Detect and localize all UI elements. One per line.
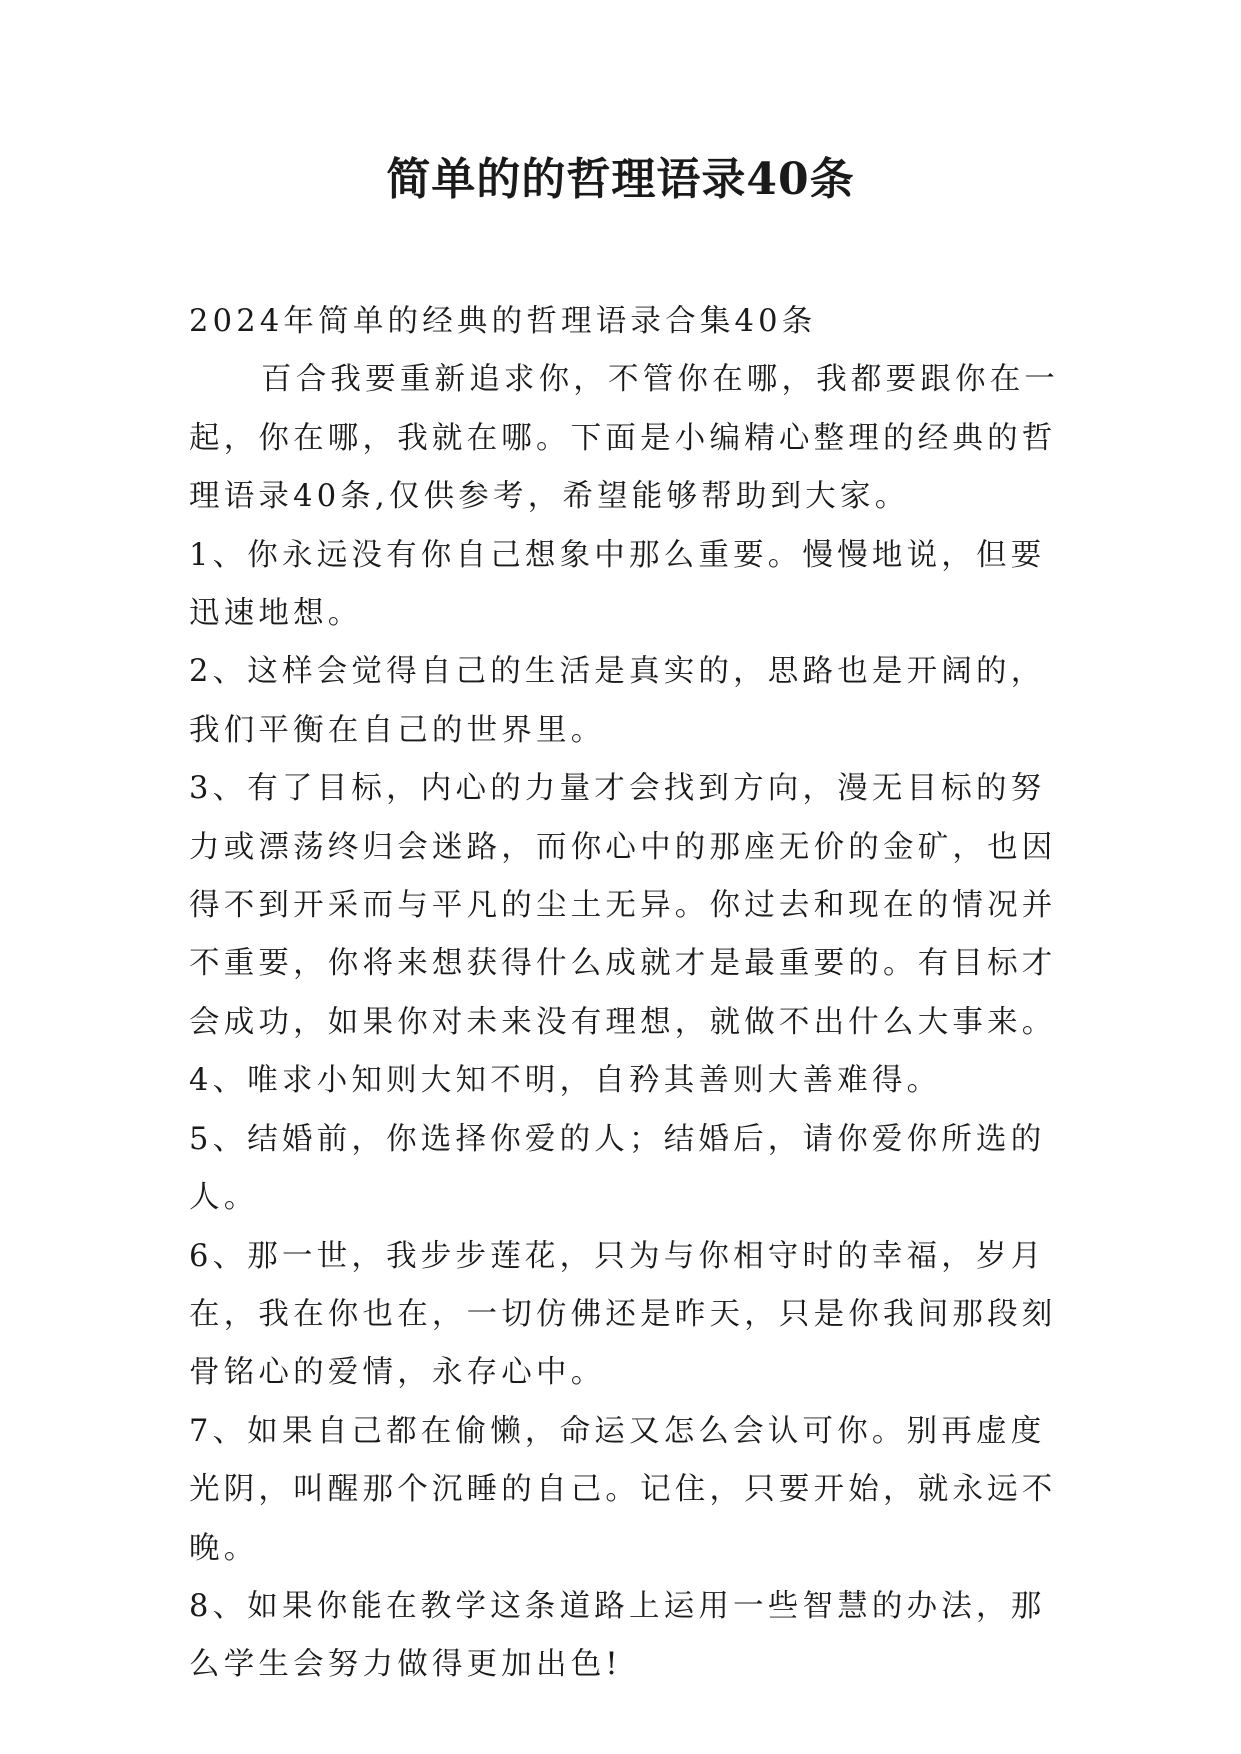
document-title: 简单的的哲理语录40条 bbox=[386, 154, 855, 205]
document-subtitle: 2024年简单的经典的哲理语录合集40条 bbox=[189, 304, 817, 339]
intro-paragraph: 百合我要重新追求你，不管你在哪，我都要跟你在一起，你在哪，我就在哪。下面是小编精心整理的经典的哲理语录40条,仅供参考，希望能够帮助到大家。 bbox=[189, 362, 1060, 515]
document-body bbox=[189, 293, 1069, 1695]
quote-item-3: 3、有了目标，内心的力量才会找到方向，漫无目标的努力或漂荡终归会迷路，而你心中的那座无价的金矿，也因得不到开采而与平凡的尘土无异。你过去和现在的情况并不重要，你将来想获得什么成就才是最重要的。有目标才会成功，如果你对未来没有理想，就做不出什么大事来。 bbox=[189, 771, 1057, 1040]
quote-item-4: 4、唯求小知则大知不明，自矜其善则大善难得。 bbox=[189, 1063, 942, 1099]
quote-item-1: 1、你永远没有你自己想象中那么重要。慢慢地说，但要迅速地想。 bbox=[189, 537, 1046, 632]
quote-item-8: 8、如果你能在教学这条道路上运用一些智慧的办法，那么学生会努力做得更加出色! bbox=[189, 1588, 1046, 1683]
quote-item-6: 6、那一世，我步步莲花，只为与你相守时的幸福，岁月在，我在你也在，一切仿佛还是昨天，只是你我间那段刻骨铭心的爱情，永存心中。 bbox=[189, 1238, 1057, 1391]
quote-item-5: 5、结婚前，你选择你爱的人；结婚后，请你爱你所选的人。 bbox=[189, 1121, 1046, 1216]
quote-item-7: 7、如果自己都在偷懒，命运又怎么会认可你。别再虚度光阴，叫醒那个沉睡的自己。记住，只要开始，就永远不晚。 bbox=[189, 1413, 1057, 1566]
quote-item-2: 2、这样会觉得自己的生活是真实的，思路也是开阔的，我们平衡在自己的世界里。 bbox=[189, 654, 1046, 748]
